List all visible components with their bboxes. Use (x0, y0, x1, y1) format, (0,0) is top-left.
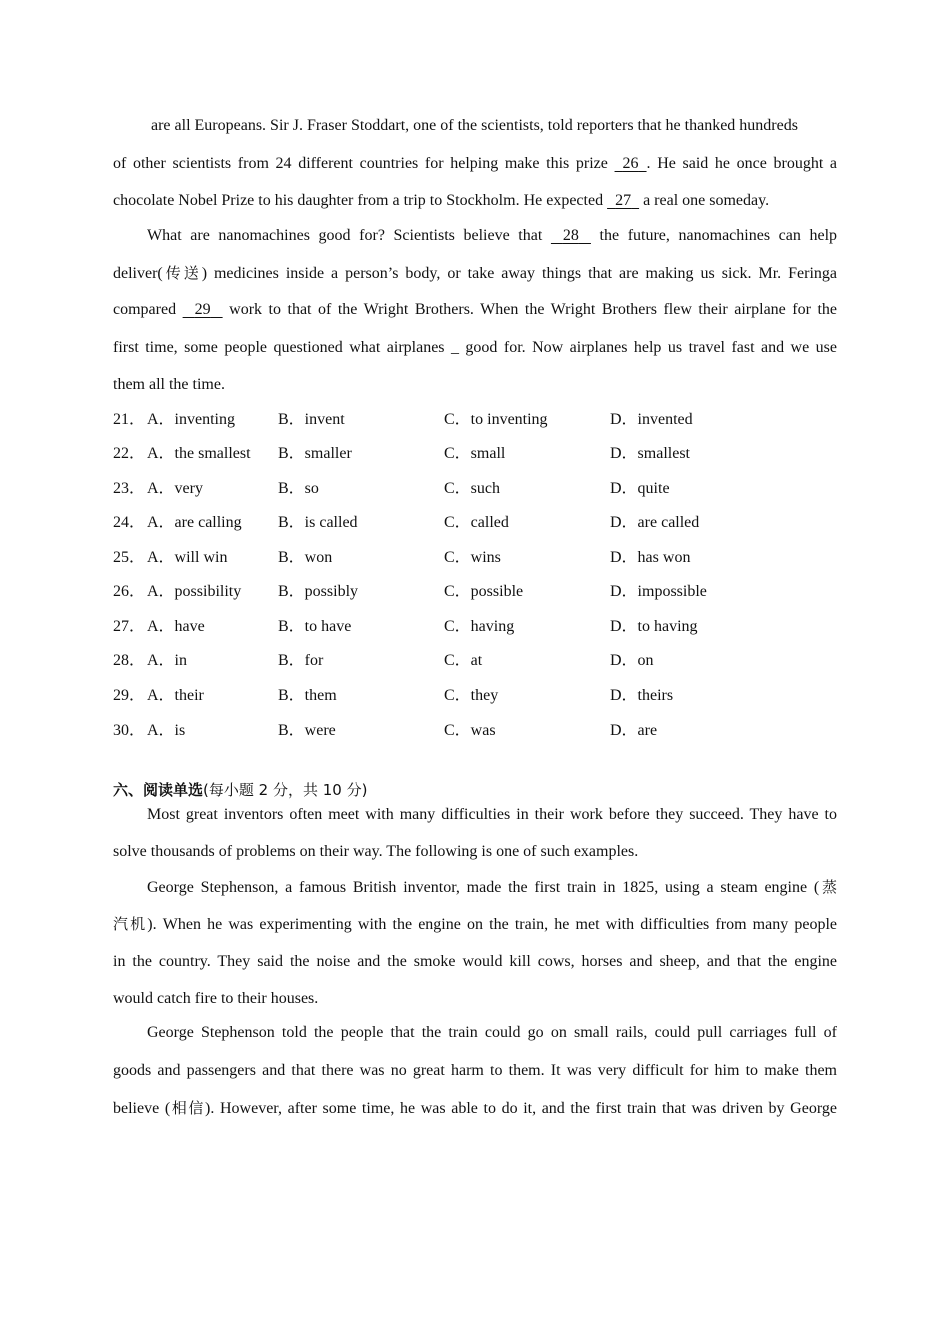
option-a[interactable]: A．in (147, 652, 188, 669)
option-b[interactable]: B．for (278, 652, 324, 669)
option-d[interactable]: D．on (610, 652, 654, 669)
option-a[interactable]: A．the smallest (147, 445, 251, 462)
section6-line-8: goods and passengers and that there was no great harm to them. It was very difficult for him to make them (113, 1062, 837, 1079)
option-c[interactable]: C．such (444, 480, 501, 497)
section6-line-2: solve thousands of problems on their way. The following is one of such examples. (113, 843, 639, 860)
passage-line-2: of other scientists from 24 different countries for helping make this prize 26 . He said he once brought a (113, 155, 838, 172)
question-24: 24． A．are calling B．is called C．called D．are called (113, 514, 700, 531)
blank-27: 27 (615, 192, 632, 209)
passage-line-6: compared 29 work to that of the Wright Brothers. When the Wright Brothers flew their airplane for the (113, 301, 838, 318)
option-c[interactable]: C．at (444, 652, 483, 669)
option-c[interactable]: C．having (444, 618, 515, 635)
option-a[interactable]: A．very (147, 480, 203, 497)
option-d[interactable]: D．smallest (610, 445, 690, 462)
option-b[interactable]: B．were (278, 722, 336, 739)
blank-28: 28 (562, 227, 579, 244)
question-28: 28． A．in B．for C．at D．on (113, 652, 654, 669)
question-27: 27． A．have B．to have C．having D．to having (113, 618, 698, 635)
option-d[interactable]: D．are (610, 722, 658, 739)
passage-line-4: What are nanomachines good for? Scientists believe that 28 the future, nanomachines can help (147, 227, 838, 244)
blank-26: 26 (622, 155, 639, 172)
passage-line-3: chocolate Nobel Prize to his daughter from a trip to Stockholm. He expected 27 a real one someday. (113, 192, 770, 209)
option-c[interactable]: C．to inventing (444, 411, 548, 428)
option-a[interactable]: A．will win (147, 549, 228, 566)
option-d[interactable]: D．theirs (610, 687, 674, 704)
option-d[interactable]: D．has won (610, 549, 691, 566)
option-c[interactable]: C．wins (444, 549, 501, 566)
passage-line-5: deliver(传送) medicines inside a person’s body, or take away things that are making us sick. Mr. Feringa (113, 264, 837, 282)
option-b[interactable]: B．possibly (278, 583, 359, 600)
question-23: 23． A．very B．so C．such D．quite (113, 480, 670, 497)
question-21: 21． A．inventing B．invent C．to inventing D．invented (113, 411, 693, 428)
question-22: 22． A．the smallest B．smaller C．small D．smallest (113, 445, 690, 462)
option-b[interactable]: B．invent (278, 411, 345, 428)
passage-line-7: first time, some people questioned what airplanes _ good for. Now airplanes help us travel fast and we use (113, 339, 837, 356)
option-b[interactable]: B．is called (278, 514, 358, 531)
passage-line-1: are all Europeans. Sir J. Fraser Stoddart, one of the scientists, told reporters that he thanked hundreds (151, 117, 798, 134)
option-a[interactable]: A．have (147, 618, 205, 635)
question-25: 25． A．will win B．won C．wins D．has won (113, 549, 691, 566)
option-c[interactable]: C．was (444, 722, 496, 739)
option-c[interactable]: C．called (444, 514, 509, 531)
section6-line-3: George Stephenson, a famous British inventor, made the first train in 1825, using a steam engine (蒸 (147, 878, 837, 896)
option-b[interactable]: B．them (278, 687, 337, 704)
option-d[interactable]: D．invented (610, 411, 693, 428)
option-a[interactable]: A．is (147, 722, 186, 739)
option-c[interactable]: C．possible (444, 583, 524, 600)
option-a[interactable]: A．are calling (147, 514, 242, 531)
option-d[interactable]: D．are called (610, 514, 700, 531)
option-b[interactable]: B．so (278, 480, 319, 497)
option-d[interactable]: D．quite (610, 480, 670, 497)
option-c[interactable]: C．small (444, 445, 506, 462)
blank-29: 29 (194, 301, 211, 318)
question-26: 26． A．possibility B．possibly C．possible D．impossible (113, 583, 707, 600)
option-a[interactable]: A．possibility (147, 583, 242, 600)
section6-line-6: would catch fire to their houses. (113, 990, 319, 1007)
section6-line-5: in the country. They said the noise and the smoke would kill cows, horses and sheep, and that the engine (113, 953, 837, 970)
question-30: 30． A．is B．were C．was D．are (113, 722, 658, 739)
section6-line-1: Most great inventors often meet with many difficulties in their work before they succeed. They have to (147, 806, 837, 823)
option-a[interactable]: A．inventing (147, 411, 235, 428)
option-b[interactable]: B．smaller (278, 445, 352, 462)
section6-line-7: George Stephenson told the people that the train could go on small rails, could pull carriages full of (147, 1024, 837, 1041)
option-b[interactable]: B．won (278, 549, 333, 566)
option-c[interactable]: C．they (444, 687, 499, 704)
section6-line-9: believe (相信). However, after some time, he was able to do it, and the first train that was driven by George (113, 1099, 837, 1117)
question-29: 29． A．their B．them C．they D．theirs (113, 687, 674, 704)
option-d[interactable]: D．to having (610, 618, 698, 635)
section-heading: 六、阅读单选(每小题 2 分，共 10 分) (113, 781, 368, 799)
option-b[interactable]: B．to have (278, 618, 352, 635)
option-a[interactable]: A．their (147, 687, 204, 704)
option-d[interactable]: D．impossible (610, 583, 707, 600)
passage-line-8: them all the time. (113, 376, 225, 393)
section6-line-4: 汽机). When he was experimenting with the engine on the train, he met with difficulties from many people (113, 915, 837, 933)
